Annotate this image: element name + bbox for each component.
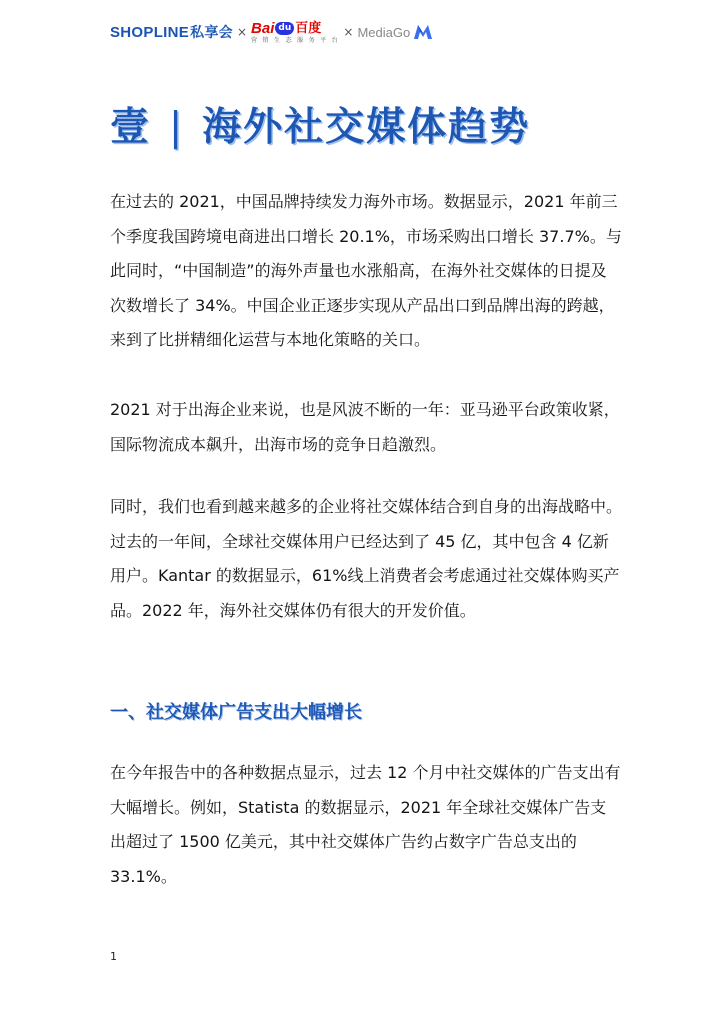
intro-paragraph-3: 同时，我们也看到越来越多的企业将社交媒体结合到自身的出海战略中。过去的一年间，全球社交媒体用户已经达到了 45 亿，其中包含 4 亿新用户。Kantar 的数据显示，61%线上消费者会考虑通过社交媒体购买产品。2022 年，海外社交媒体仍有很大的开发价值。 xyxy=(110,497,623,620)
baidu-logo-zh: 百度 xyxy=(295,20,322,36)
shopline-logo-suffix: 私享会 xyxy=(190,24,233,40)
page-title xyxy=(110,96,530,152)
mediago-logo-text: MediaGo xyxy=(357,24,411,40)
baidu-logo xyxy=(251,21,339,44)
intro-paragraph-1: 在过去的 2021，中国品牌持续发力海外市场。数据显示，2021 年前三个季度我国跨境电商进出口增长 20.1%，市场采购出口增长 37.7%。与此同时，“中国制造”的海外声量也水涨船高，在海外社交媒体的日提及次数增长了 34%。中国企业正逐步实现从产品出口到品牌出海的跨越，来到了比拼精细化运营与本地化策略的关口。 xyxy=(110,192,622,349)
header-logos xyxy=(110,14,433,50)
section-paragraph: 在今年报告中的各种数据点显示，过去 12 个月中社交媒体的广告支出有大幅增长。例如，Statista 的数据显示，2021 年全球社交媒体广告支出超过了 1500 亿美元，其中社交媒体广告约占数字广告总支出的 33.1%。 xyxy=(110,763,621,886)
page-number: 1 xyxy=(110,950,117,963)
mediago-m-icon xyxy=(413,24,433,40)
times-separator-1: × xyxy=(236,25,248,39)
shopline-logo xyxy=(110,22,233,42)
title-separator: | xyxy=(169,105,185,150)
baidu-logo-bai: Bai xyxy=(251,19,275,37)
times-separator-2: × xyxy=(343,25,354,39)
shopline-logo-text: SHOPLINE xyxy=(110,24,190,41)
baidu-logo-main xyxy=(251,21,321,36)
intro-paragraph-2: 2021 对于出海企业来说，也是风波不断的一年：亚马逊平台政策收紧，国际物流成本飙升，出海市场的竞争日趋激烈。 xyxy=(110,400,620,454)
baidu-logo-subtitle: 营 销 生 态 服 务 平 台 xyxy=(251,36,340,44)
baidu-paw-icon: du xyxy=(275,22,294,35)
chapter-number: 壹 xyxy=(110,105,152,150)
section-heading: 一、社交媒体广告支出大幅增长 xyxy=(110,702,362,723)
chapter-title: 海外社交媒体趋势 xyxy=(202,105,531,150)
